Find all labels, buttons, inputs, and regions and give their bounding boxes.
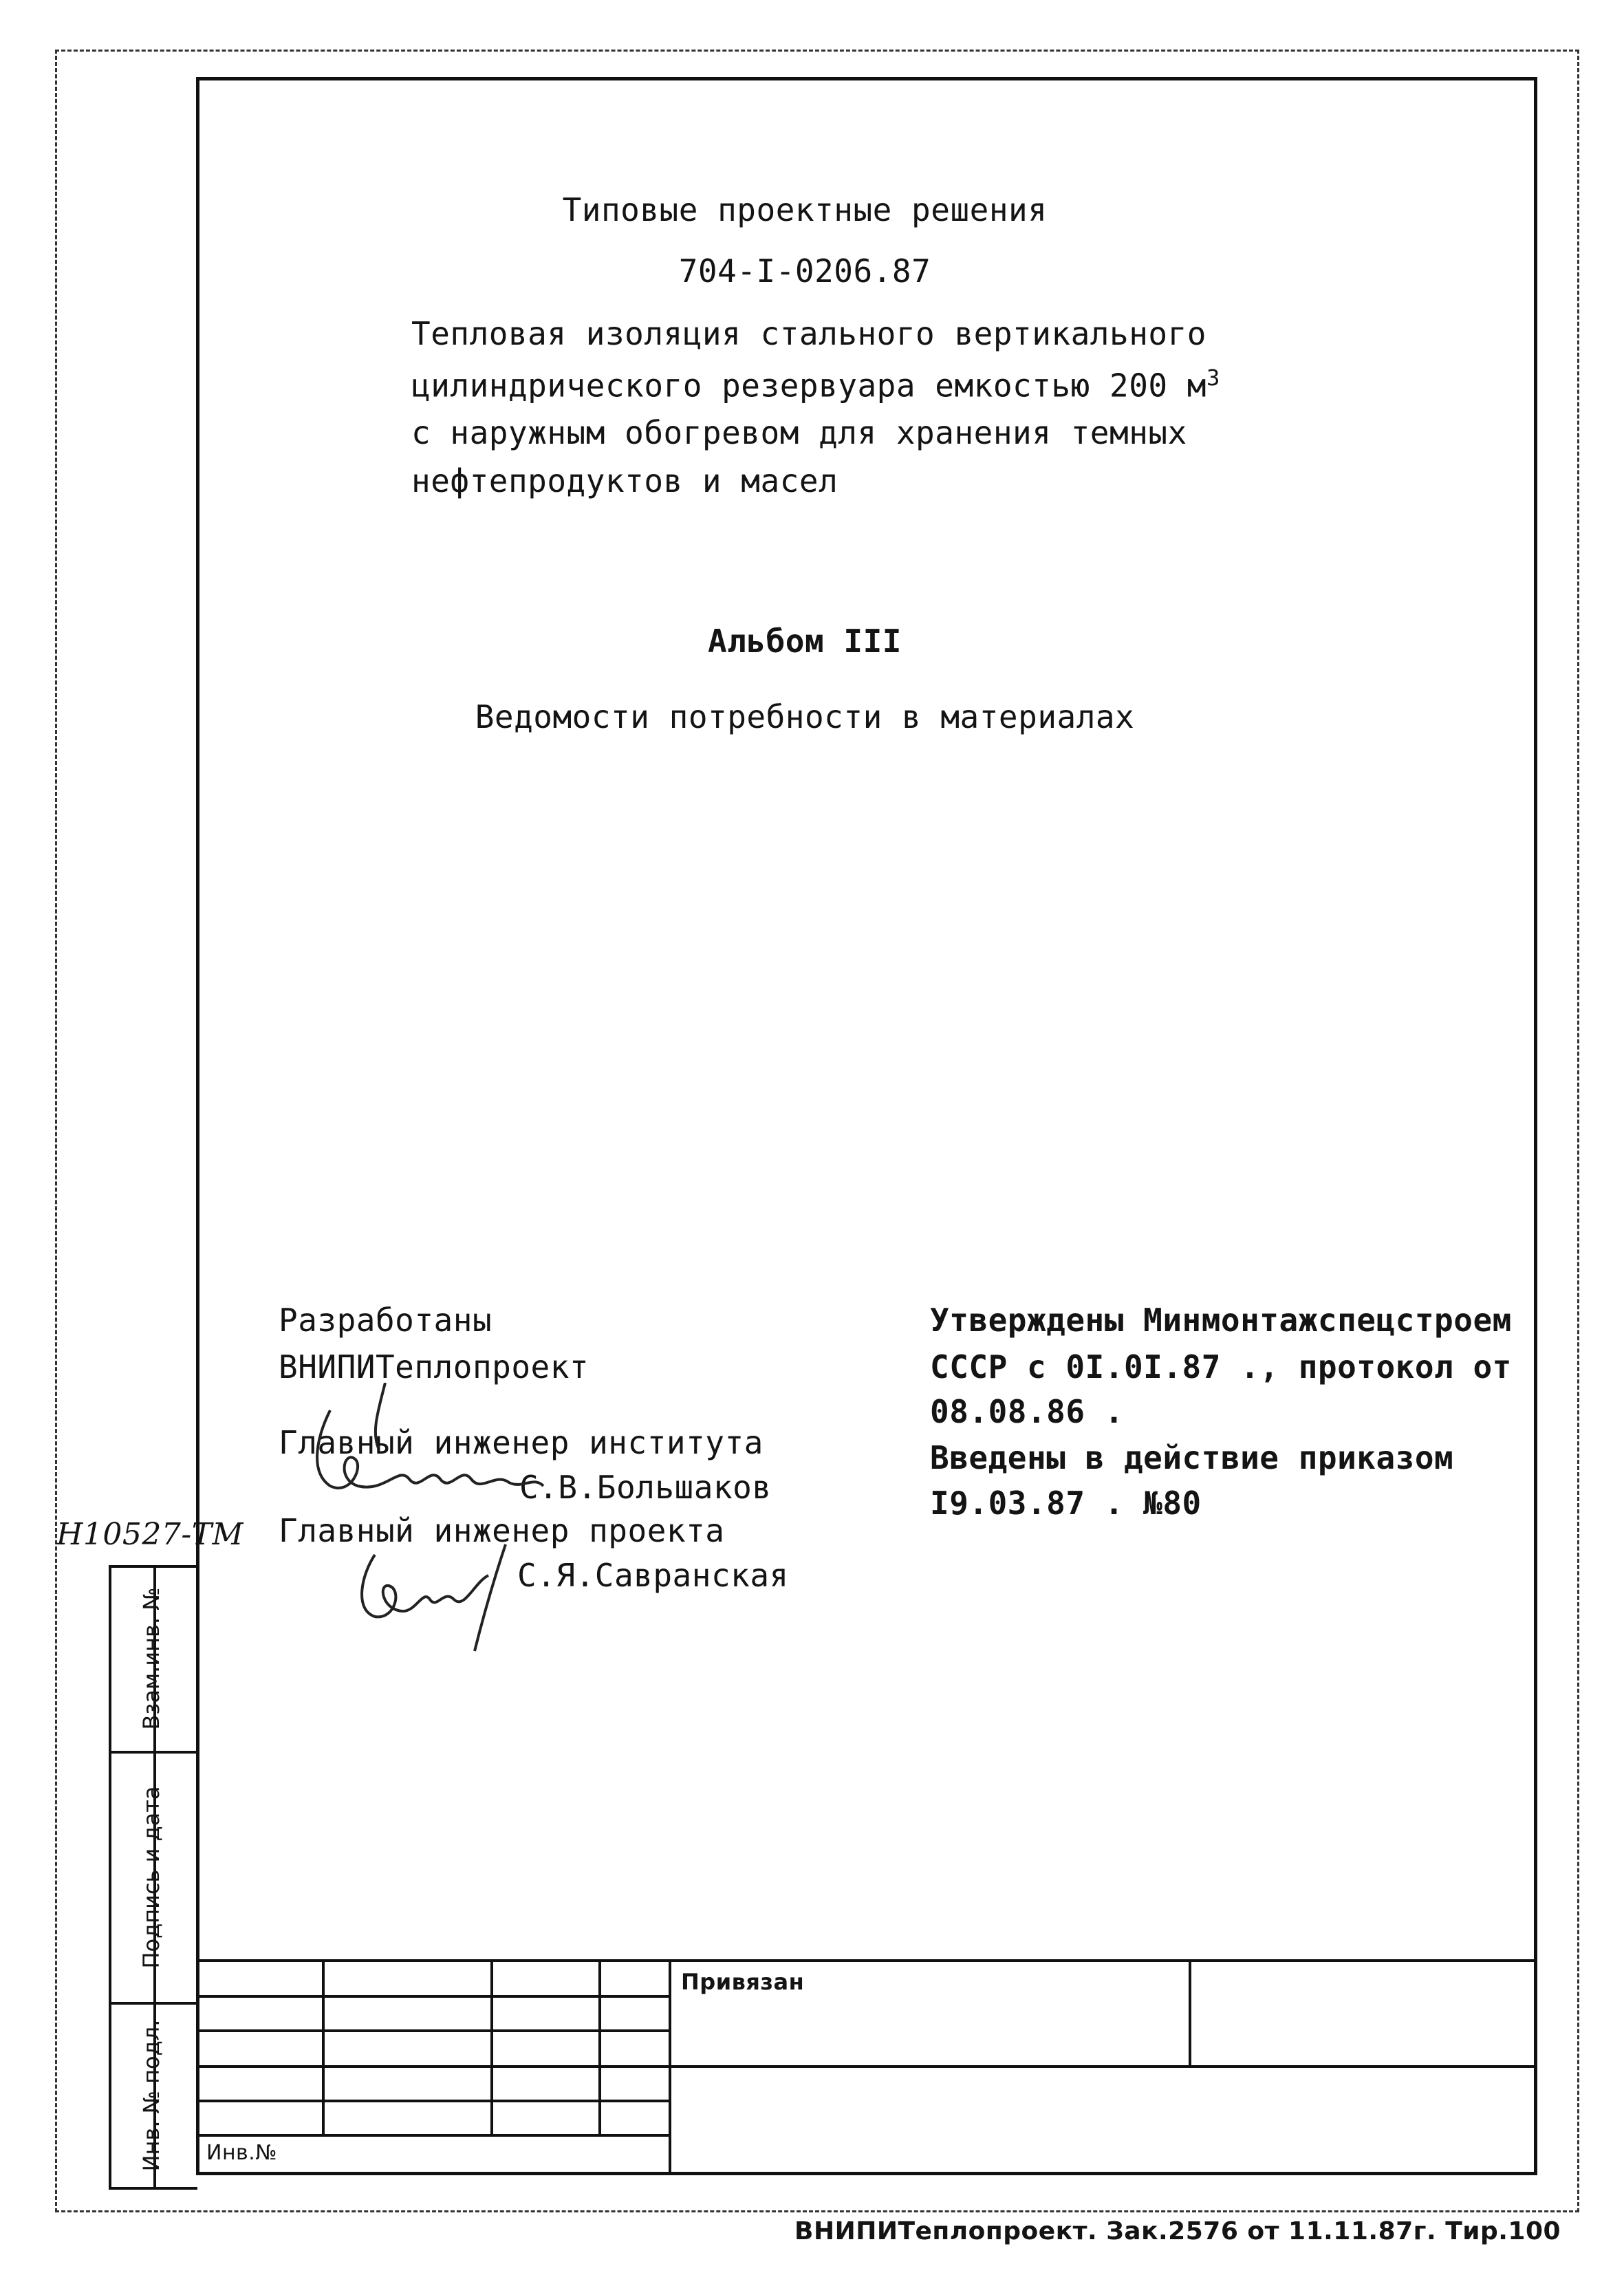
side-label-podpis: Подпись и дата bbox=[138, 1786, 164, 1969]
header-type-line: Типовые проектные решения bbox=[562, 191, 1048, 228]
chief-engineer-project-name: С.Я.Савранская bbox=[517, 1557, 789, 1594]
stamp-col-5 bbox=[1189, 1959, 1191, 2067]
approved-line-2: СССР с 0I.0I.87 ., протокол от bbox=[930, 1348, 1512, 1386]
side-label-inv: Инв. № подл. bbox=[138, 2019, 164, 2172]
stamp-col-4 bbox=[669, 1959, 671, 2172]
chief-engineer-institute-name: С.В.Большаков bbox=[519, 1469, 772, 1506]
title-line-2: цилиндрического резервуара емкостью 200 $м^3$ bbox=[411, 365, 1220, 405]
title-line-3: с наружным обогревом для хранения темных bbox=[411, 414, 1187, 451]
approved-line-4: Введены в действие приказом bbox=[930, 1439, 1454, 1476]
stamp-privyazan: Привязан bbox=[681, 1969, 805, 1995]
title-line-4: нефтепродуктов и масел bbox=[411, 462, 838, 499]
chief-engineer-institute: Главный инженер института bbox=[279, 1424, 764, 1461]
stamp-top-border bbox=[196, 1959, 1534, 1962]
chief-engineer-project: Главный инженер проекта bbox=[279, 1512, 725, 1549]
side-label-vzam: Взам.инв. № bbox=[138, 1587, 164, 1730]
title-line-1: Тепловая изоляция стального вертикального bbox=[411, 315, 1206, 352]
album-label: Альбом III bbox=[708, 623, 902, 660]
stamp-inv-no: Инв.№ bbox=[206, 2141, 277, 2165]
approved-line-1: Утверждены Минмонтажспецстроем bbox=[930, 1302, 1512, 1339]
signature-bolshakov bbox=[289, 1383, 578, 1520]
signature-savranskaya bbox=[347, 1534, 526, 1658]
document-code: 704-I-0206.87 bbox=[678, 252, 931, 290]
approved-line-5: I9.03.87 . №80 bbox=[930, 1485, 1202, 1522]
print-footer: ВНИПИТеплопроект. Зак.2576 от 11.11.87г. Тир.100 bbox=[794, 2217, 1561, 2245]
album-subtitle: Ведомости потребности в материалах bbox=[475, 698, 1135, 735]
stamp-col-2 bbox=[490, 1959, 493, 2137]
developed-label: Разработаны bbox=[279, 1302, 492, 1339]
stamp-row-3 bbox=[196, 2065, 1534, 2068]
margin-stamp: Н10527-ТМ bbox=[56, 1517, 244, 1552]
stamp-col-3 bbox=[598, 1959, 601, 2137]
stamp-col-1 bbox=[322, 1959, 325, 2137]
developer-org: ВНИПИТеплопроект bbox=[279, 1348, 589, 1386]
approved-line-3: 08.08.86 . bbox=[930, 1393, 1124, 1430]
